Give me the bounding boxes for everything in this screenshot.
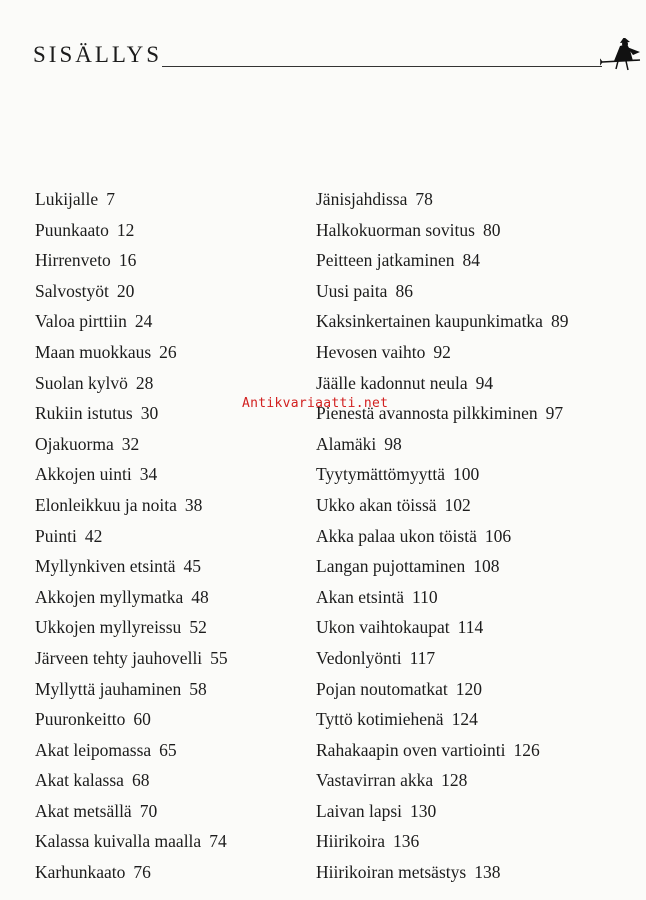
- toc-entry-page: 30: [140, 403, 159, 424]
- toc-entry-title: Pienestä avannosta pilkkiminen: [316, 403, 538, 424]
- watermark-text: Antikvariaatti.net: [242, 396, 389, 411]
- toc-entry-title: Laivan lapsi: [316, 800, 403, 821]
- toc-entry-title: Uusi paita: [316, 280, 388, 301]
- toc-entry: [35, 215, 228, 246]
- witch-on-broom-icon: [600, 38, 642, 72]
- toc-entry-page: 138: [474, 862, 501, 883]
- toc-entry-title: Hiirikoira: [316, 831, 386, 852]
- toc-entry-page: 34: [139, 464, 158, 485]
- toc-entry-title: Akat kalassa: [35, 770, 124, 791]
- toc-entry: [35, 674, 228, 705]
- toc-entry-title: Kalassa kuivalla maalla: [35, 831, 202, 852]
- toc-entry-page: 100: [453, 464, 480, 485]
- toc-entry-page: 94: [475, 372, 494, 393]
- toc-entry: [35, 245, 228, 276]
- toc-entry-page: 98: [384, 433, 402, 454]
- toc-entry-title: Järveen tehty jauhovelli: [35, 647, 203, 668]
- toc-entry: [35, 429, 228, 460]
- toc-entry-page: 70: [139, 800, 158, 821]
- toc-entry-title: Rahakaapin oven vartiointi: [316, 739, 506, 760]
- toc-entry: [35, 796, 228, 827]
- toc-entry-page: 12: [116, 219, 135, 240]
- toc-entry: [35, 490, 228, 521]
- toc-entry-title: Akat leipomassa: [35, 739, 152, 760]
- toc-entry: [316, 582, 568, 613]
- toc-entry-title: Elonleikkuu ja noita: [35, 494, 177, 515]
- toc-entry-page: 114: [457, 617, 484, 638]
- toc-entry: [35, 704, 228, 735]
- toc-entry-title: Jänisjahdissa: [316, 189, 408, 209]
- toc-entry-title: Pojan noutomatkat: [316, 678, 448, 699]
- toc-entry: [316, 735, 568, 766]
- toc-entry-title: Ukkojen myllyreissu: [35, 617, 182, 638]
- toc-entry-page: 65: [159, 739, 177, 760]
- toc-column-left: [35, 184, 228, 888]
- toc-entry-page: 20: [116, 280, 135, 301]
- toc-entry: [316, 276, 568, 307]
- toc-entry-page: 52: [189, 617, 207, 638]
- toc-entry: [316, 490, 568, 521]
- toc-entry: [35, 337, 228, 368]
- toc-entry: [316, 215, 568, 246]
- toc-entry-title: Ukon vaihtokaupat: [316, 617, 450, 638]
- toc-entry-page: 124: [451, 709, 478, 730]
- toc-entry: [316, 306, 568, 337]
- toc-entry-title: Jäälle kadonnut neula: [316, 372, 468, 393]
- toc-entry-title: Puinti: [35, 525, 77, 546]
- toc-entry: [35, 551, 228, 582]
- toc-entry-page: 89: [550, 311, 569, 332]
- toc-entry-title: Ojakuorma: [35, 433, 114, 454]
- toc-entry: [316, 612, 568, 643]
- toc-entry-title: Salvostyöt: [35, 280, 109, 301]
- title-rule: [162, 66, 602, 67]
- toc-entry-page: 48: [191, 586, 209, 607]
- toc-entry: [35, 582, 228, 613]
- toc-entry-page: 126: [513, 739, 540, 760]
- toc-entry-title: Lukijalle: [35, 189, 99, 209]
- toc-entry-page: 80: [482, 219, 501, 240]
- toc-entry-page: 86: [395, 280, 413, 301]
- toc-entry-title: Suolan kylvö: [35, 372, 128, 393]
- toc-entry-title: Tyytymättömyyttä: [316, 464, 446, 485]
- toc-entry: [316, 796, 568, 827]
- toc-entry: [35, 306, 228, 337]
- toc-entry-page: 74: [209, 831, 227, 852]
- toc-entry: [35, 765, 228, 796]
- toc-column-right: [316, 184, 568, 888]
- toc-entry-page: 78: [415, 189, 433, 209]
- toc-entry-title: Maan muokkaus: [35, 341, 152, 362]
- toc-entry: [316, 429, 568, 460]
- toc-entry: [35, 276, 228, 307]
- toc-entry-title: Alamäki: [316, 433, 377, 454]
- toc-entry-title: Rukiin istutus: [35, 403, 133, 424]
- toc-entry-title: Puuronkeitto: [35, 709, 126, 730]
- toc-entry: [35, 368, 228, 399]
- toc-entry: [35, 826, 228, 857]
- toc-entry-title: Hevosen vaihto: [316, 341, 426, 362]
- toc-entry: [35, 459, 228, 490]
- toc-entry-page: 7: [106, 189, 115, 209]
- toc-entry-page: 55: [210, 647, 228, 668]
- toc-entry: [35, 612, 228, 643]
- toc-entry-title: Kaksinkertainen kaupunkimatka: [316, 311, 543, 332]
- toc-entry-page: 26: [159, 341, 177, 362]
- toc-entry-page: 108: [473, 556, 500, 577]
- toc-entry-title: Hirrenveto: [35, 250, 111, 271]
- toc-entry-title: Akka palaa ukon töistä: [316, 525, 477, 546]
- toc-entry-page: 28: [135, 372, 154, 393]
- toc-entry: [316, 459, 568, 490]
- toc-entry: [316, 704, 568, 735]
- toc-entry-page: 32: [121, 433, 140, 454]
- toc-entry-page: 45: [183, 556, 201, 577]
- toc-entry-page: 117: [409, 647, 436, 668]
- toc-entry: [316, 551, 568, 582]
- toc-entry-page: 106: [484, 525, 512, 546]
- page-title: SISÄLLYS: [33, 42, 163, 67]
- toc-entry-title: Karhunkaato: [35, 862, 126, 883]
- toc-entry: [316, 765, 568, 796]
- toc-entry: [316, 643, 568, 674]
- toc-entry-title: Akat metsällä: [35, 800, 132, 821]
- toc-entry-page: 120: [455, 678, 482, 699]
- toc-entry: [316, 521, 568, 552]
- toc-entry: [35, 521, 228, 552]
- toc-entry-title: Tyttö kotimiehenä: [316, 709, 444, 730]
- toc-entry-title: Puunkaato: [35, 219, 109, 240]
- toc-entry-title: Langan pujottaminen: [316, 556, 466, 577]
- toc-entry-page: 42: [84, 525, 103, 546]
- toc-entry-page: 110: [411, 586, 438, 607]
- toc-entry-title: Vastavirran akka: [316, 770, 434, 791]
- toc-entry: [316, 337, 568, 368]
- toc-entry: [316, 674, 568, 705]
- toc-entry-page: 97: [545, 403, 564, 424]
- toc-entry-title: Akan etsintä: [316, 586, 404, 607]
- toc-entry: [316, 826, 568, 857]
- toc-entry-page: 130: [410, 800, 437, 821]
- toc-entry: [35, 643, 228, 674]
- toc-entry: [35, 857, 228, 888]
- toc-entry: [316, 184, 568, 215]
- toc-entry-title: Valoa pirttiin: [35, 311, 127, 332]
- toc-entry-title: Myllynkiven etsintä: [35, 556, 176, 577]
- toc-entry: [35, 184, 228, 215]
- toc-entry-title: Akkojen uinti: [35, 464, 132, 485]
- toc-entry-page: 84: [462, 250, 480, 271]
- toc-entry: [35, 398, 228, 429]
- toc-entry-page: 102: [444, 494, 471, 515]
- toc-entry-title: Akkojen myllymatka: [35, 586, 184, 607]
- toc-entry-page: 128: [441, 770, 468, 791]
- toc-entry: [35, 735, 228, 766]
- toc-entry-page: 16: [118, 250, 137, 271]
- toc-entry-page: 92: [433, 341, 451, 362]
- toc-entry: [316, 368, 568, 399]
- toc-entry-title: Ukko akan töissä: [316, 494, 437, 515]
- toc-entry-title: Hiirikoiran metsästys: [316, 862, 467, 883]
- toc-entry-page: 38: [184, 494, 203, 515]
- toc-entry-page: 136: [393, 831, 420, 852]
- toc-entry-page: 60: [133, 709, 151, 730]
- toc-entry-page: 58: [189, 678, 207, 699]
- toc-entry-title: Myllyttä jauhaminen: [35, 678, 182, 699]
- toc-entry-page: 68: [131, 770, 150, 791]
- toc-entry-title: Peitteen jatkaminen: [316, 250, 455, 271]
- toc-entry: [316, 245, 568, 276]
- toc-entry-title: Vedonlyönti: [316, 647, 402, 668]
- toc-entry-page: 76: [133, 862, 151, 883]
- toc-entry: [316, 857, 568, 888]
- toc-entry-page: 24: [134, 311, 153, 332]
- toc-entry-title: Halkokuorman sovitus: [316, 219, 475, 240]
